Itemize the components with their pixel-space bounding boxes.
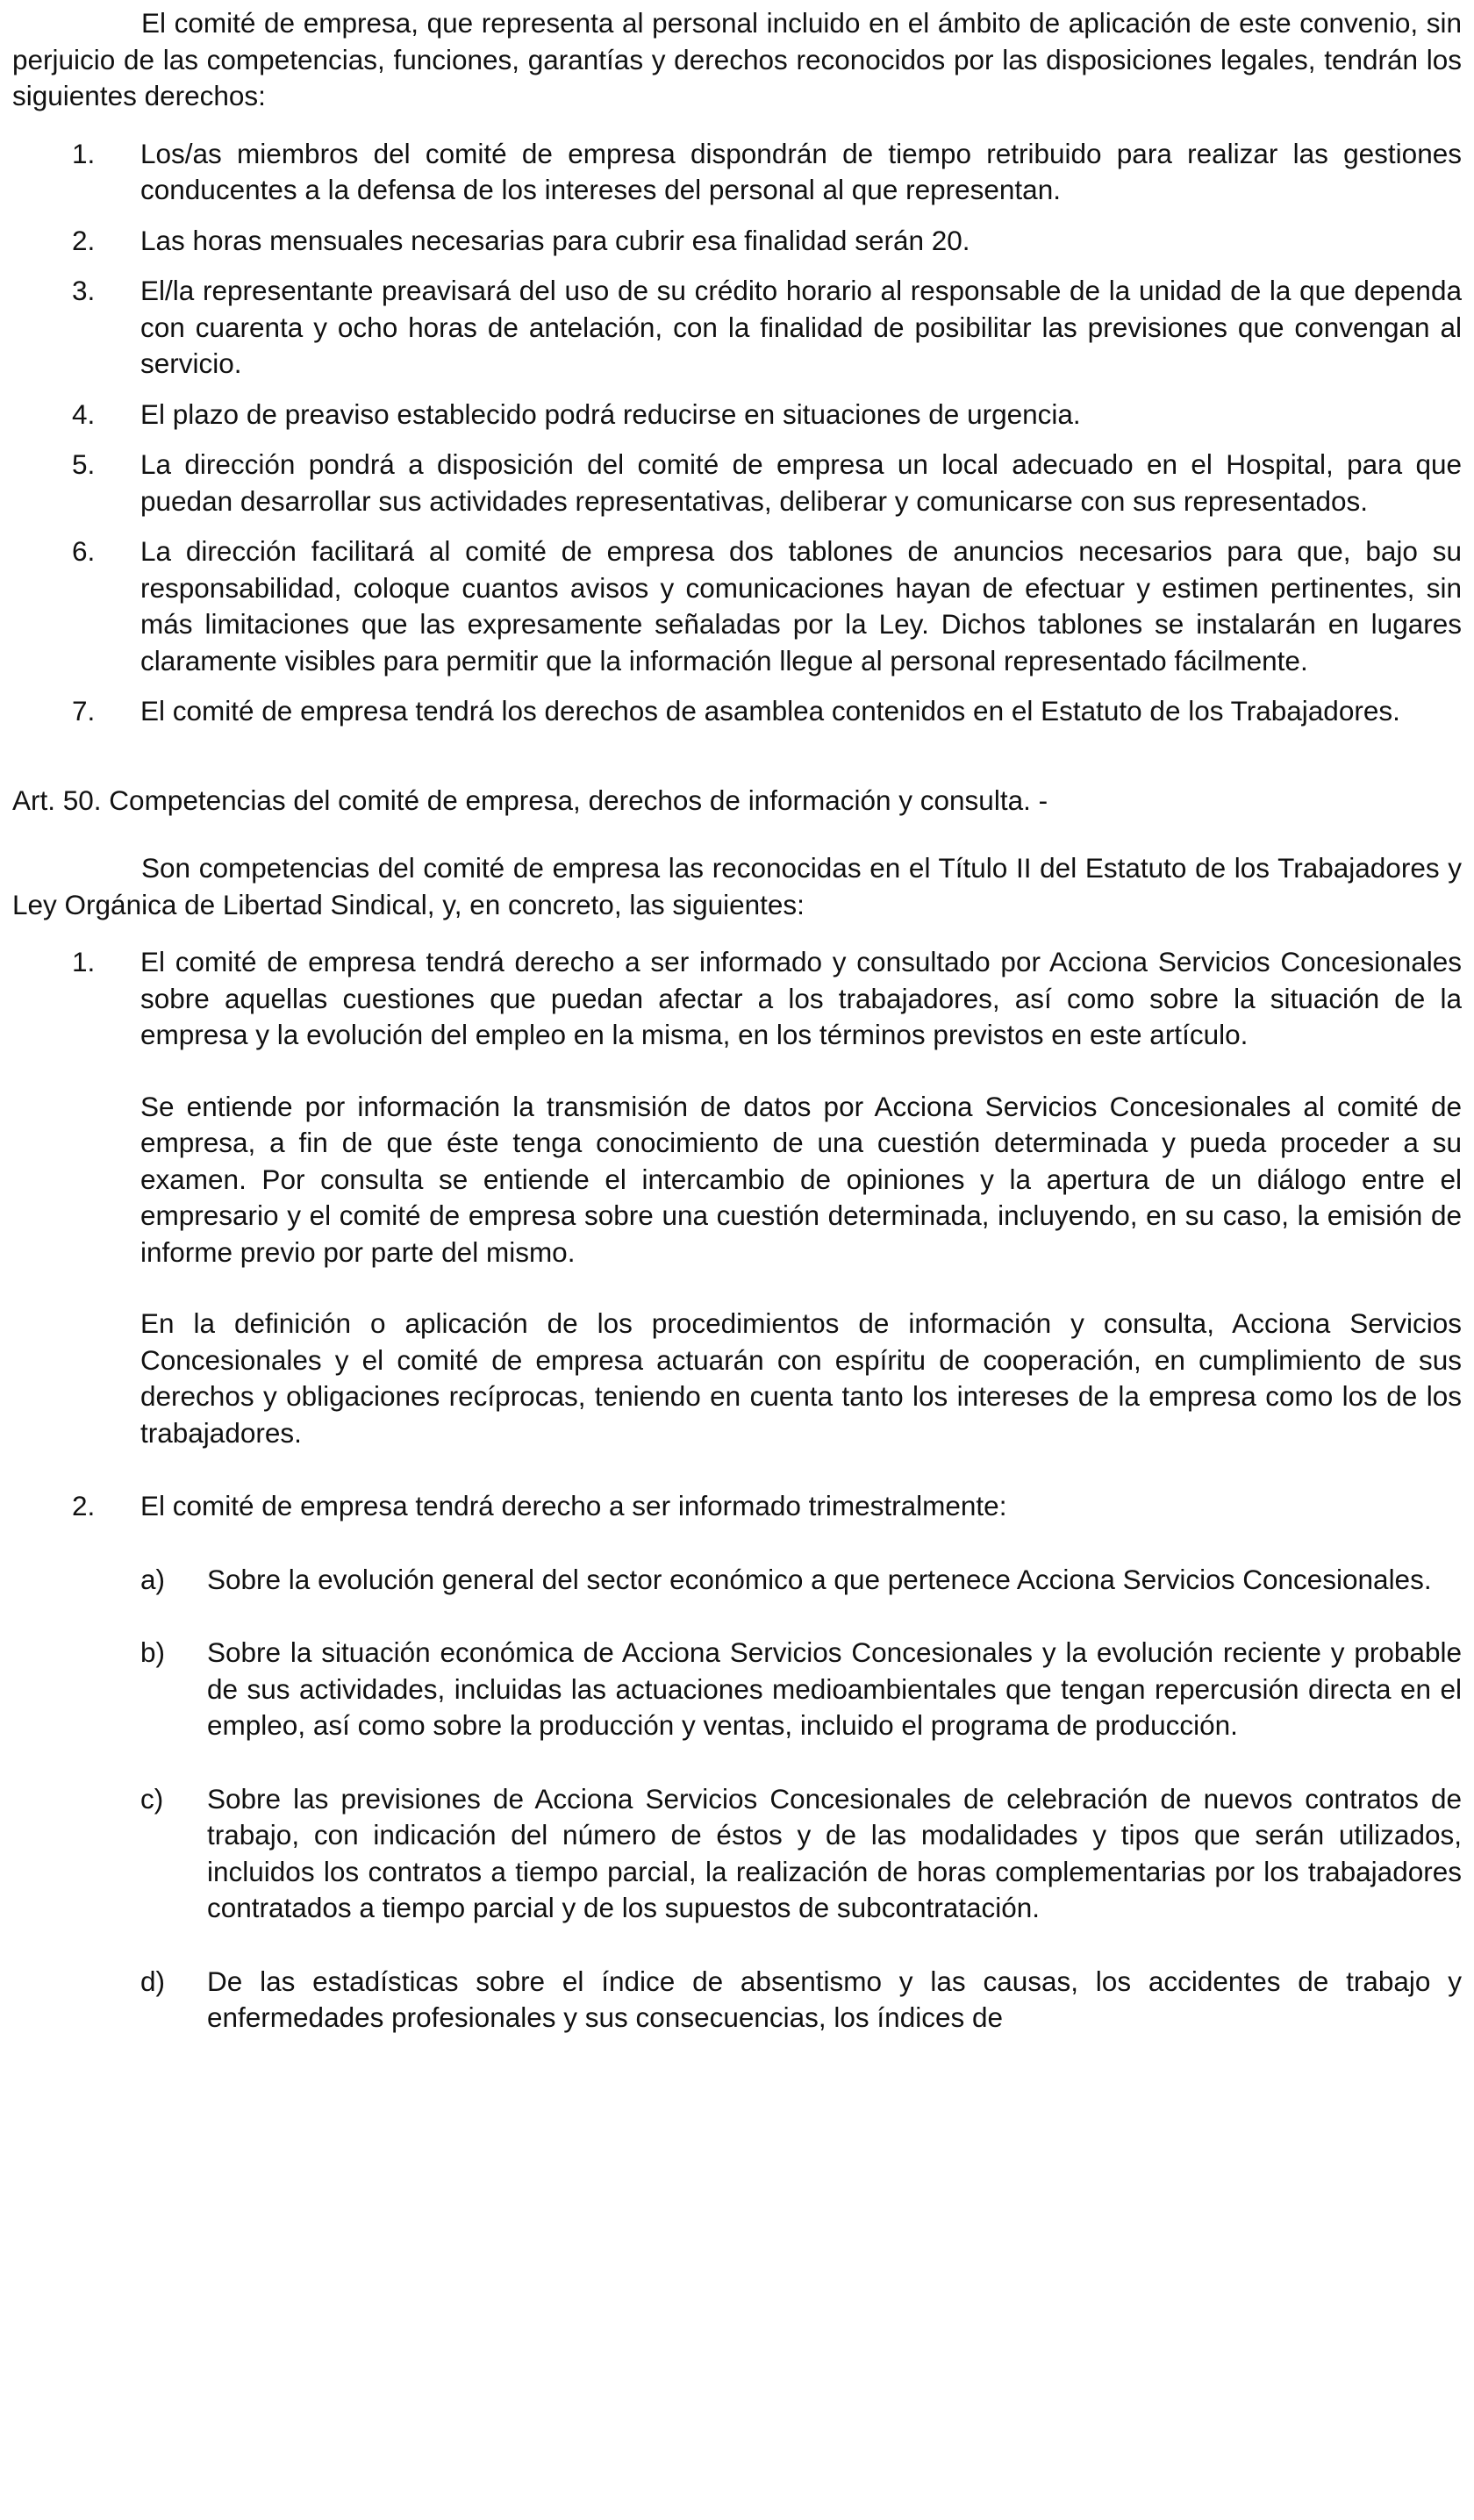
document-page xyxy=(12,5,1462,2073)
list-item-number: 2. xyxy=(72,1490,96,1521)
rights-list xyxy=(12,136,1462,730)
list-item-number: 4. xyxy=(72,397,96,430)
list-item xyxy=(12,447,1462,519)
sub-list-letter: d) xyxy=(140,1965,166,1997)
list-item-paragraph: Se entiende por información la transmisión de datos por Acciona Servicios Concesionales al comité de empresa, a fin de que éste tenga conocimiento de una cuestión determinada y pueda proceder a su examen. Por consulta se entiende el intercambio de opiniones y la apertura de un diálogo entre el empresario y el comité de empresa sobre una cuestión determinada, incluyendo, en su caso, la emisión de informe previo por parte del mismo. xyxy=(140,1090,1462,1268)
list-item xyxy=(12,223,1462,260)
sub-list-letter: b) xyxy=(140,1636,166,1668)
list-item-text: El comité de empresa tendrá los derechos de asamblea contenidos en el Estatuto de los Trabajadores. xyxy=(140,695,1400,727)
sub-list-text: De las estadísticas sobre el índice de absentismo y las causas, los accidentes de trabajo y enfermedades profesionales y sus consecuencias, los índices de xyxy=(207,1965,1462,2033)
list-item-text: La dirección pondrá a disposición del comité de empresa un local adecuado en el Hospital, para que puedan desarrollar sus actividades representativas, deliberar y comunicarse con sus representados. xyxy=(140,448,1462,517)
sub-list-item xyxy=(140,1562,1462,1599)
sub-list-text: Sobre la situación económica de Acciona Servicios Concesionales y la evolución reciente y probable de sus actividades, incluidas las actuaciones medioambientales que tengan repercusión directa en el empleo, así como sobre la producción y ventas, incluido el programa de producción. xyxy=(207,1636,1462,1741)
article-heading: Art. 50. Competencias del comité de empresa, derechos de información y consulta. - xyxy=(12,784,1048,816)
list-item-number: 1. xyxy=(72,137,96,169)
list-item-text: Los/as miembros del comité de empresa dispondrán de tiempo retribuido para realizar las gestiones conducentes a la defensa de los intereses del personal al que representan. xyxy=(140,137,1462,205)
list-item xyxy=(12,136,1462,209)
list-item xyxy=(12,693,1462,730)
list-item-number: 2. xyxy=(72,224,96,256)
sub-list-text: Sobre las previsiones de Acciona Servicios Concesionales de celebración de nuevos contratos de trabajo, con indicación del número de éstos y de las modalidades y tipos que serán utilizados, incluidos los contratos a tiempo parcial, la realización de horas complementarias por los trabajadores contratados a tiempo parcial y de los supuestos de subcontratación. xyxy=(207,1782,1462,1923)
intro-paragraph: El comité de empresa, que representa al personal incluido en el ámbito de aplicación de este convenio, sin perjuicio de las competencias, funciones, garantías y derechos reconocidos por las disposiciones legales, tendrán los siguientes derechos: xyxy=(12,7,1462,111)
sub-list-letter: c) xyxy=(140,1782,164,1815)
list-item xyxy=(12,533,1462,679)
sub-list-item xyxy=(140,1964,1462,2037)
sub-list xyxy=(140,1562,1462,2037)
list-item-number: 7. xyxy=(72,695,96,727)
list-item-text: El comité de empresa tendrá derecho a ser informado y consultado por Acciona Servicios Concesionales sobre aquellas cuestiones que puedan afectar a los trabajadores, así como sobre la situación de la empresa y la evolución del empleo en la misma, en los términos previstos en este artículo. xyxy=(140,946,1462,1050)
list-item-number: 5. xyxy=(72,448,96,480)
list-item-text: El plazo de preaviso establecido podrá reducirse en situaciones de urgencia. xyxy=(140,397,1081,430)
list-item-paragraph: En la definición o aplicación de los procedimientos de información y consulta, Acciona Servicios Concesionales y el comité de empresa actuarán con espíritu de cooperación, en cumplimiento de sus derechos y obligaciones recíprocas, teniendo en cuenta tanto los intereses de la empresa como los de los trabajadores. xyxy=(140,1307,1462,1449)
list-item-text: El comité de empresa tendrá derecho a ser informado trimestralmente: xyxy=(140,1490,1007,1521)
list-item xyxy=(12,1488,1462,2037)
sub-list-item xyxy=(140,1635,1462,1744)
list-item xyxy=(12,273,1462,383)
sub-list-text: Sobre la evolución general del sector económico a que pertenece Acciona Servicios Concesionales. xyxy=(207,1563,1432,1595)
sub-list-item xyxy=(140,1781,1462,1927)
list-item-number: 1. xyxy=(72,946,96,977)
article-intro: Son competencias del comité de empresa las reconocidas en el Título II del Estatuto de los Trabajadores y Ley Orgánica de Libertad Sindical, y, en concreto, las siguientes: xyxy=(12,852,1462,920)
list-item-number: 3. xyxy=(72,275,96,306)
list-item-text: El/la representante preavisará del uso de su crédito horario al responsable de la unidad de la que dependa con cuarenta y ocho horas de antelación, con la finalidad de posibilitar las previsiones que convengan al servicio. xyxy=(140,275,1462,379)
list-item-number: 6. xyxy=(72,535,96,567)
list-item xyxy=(12,397,1462,433)
list-item-text: Las horas mensuales necesarias para cubrir esa finalidad serán 20. xyxy=(140,224,970,256)
sub-list-letter: a) xyxy=(140,1563,166,1595)
list-item xyxy=(12,944,1462,1451)
competencies-list xyxy=(12,944,1462,2037)
list-item-text: La dirección facilitará al comité de empresa dos tablones de anuncios necesarios para que, bajo su responsabilidad, coloque cuantos avisos y comunicaciones hayan de efectuar y estimen pertinentes, sin más limitaciones que las expresamente señaladas por la Ley. Dichos tablones se instalarán en lugares claramente visibles para permitir que la información llegue al personal representado fácilmente. xyxy=(140,535,1462,677)
